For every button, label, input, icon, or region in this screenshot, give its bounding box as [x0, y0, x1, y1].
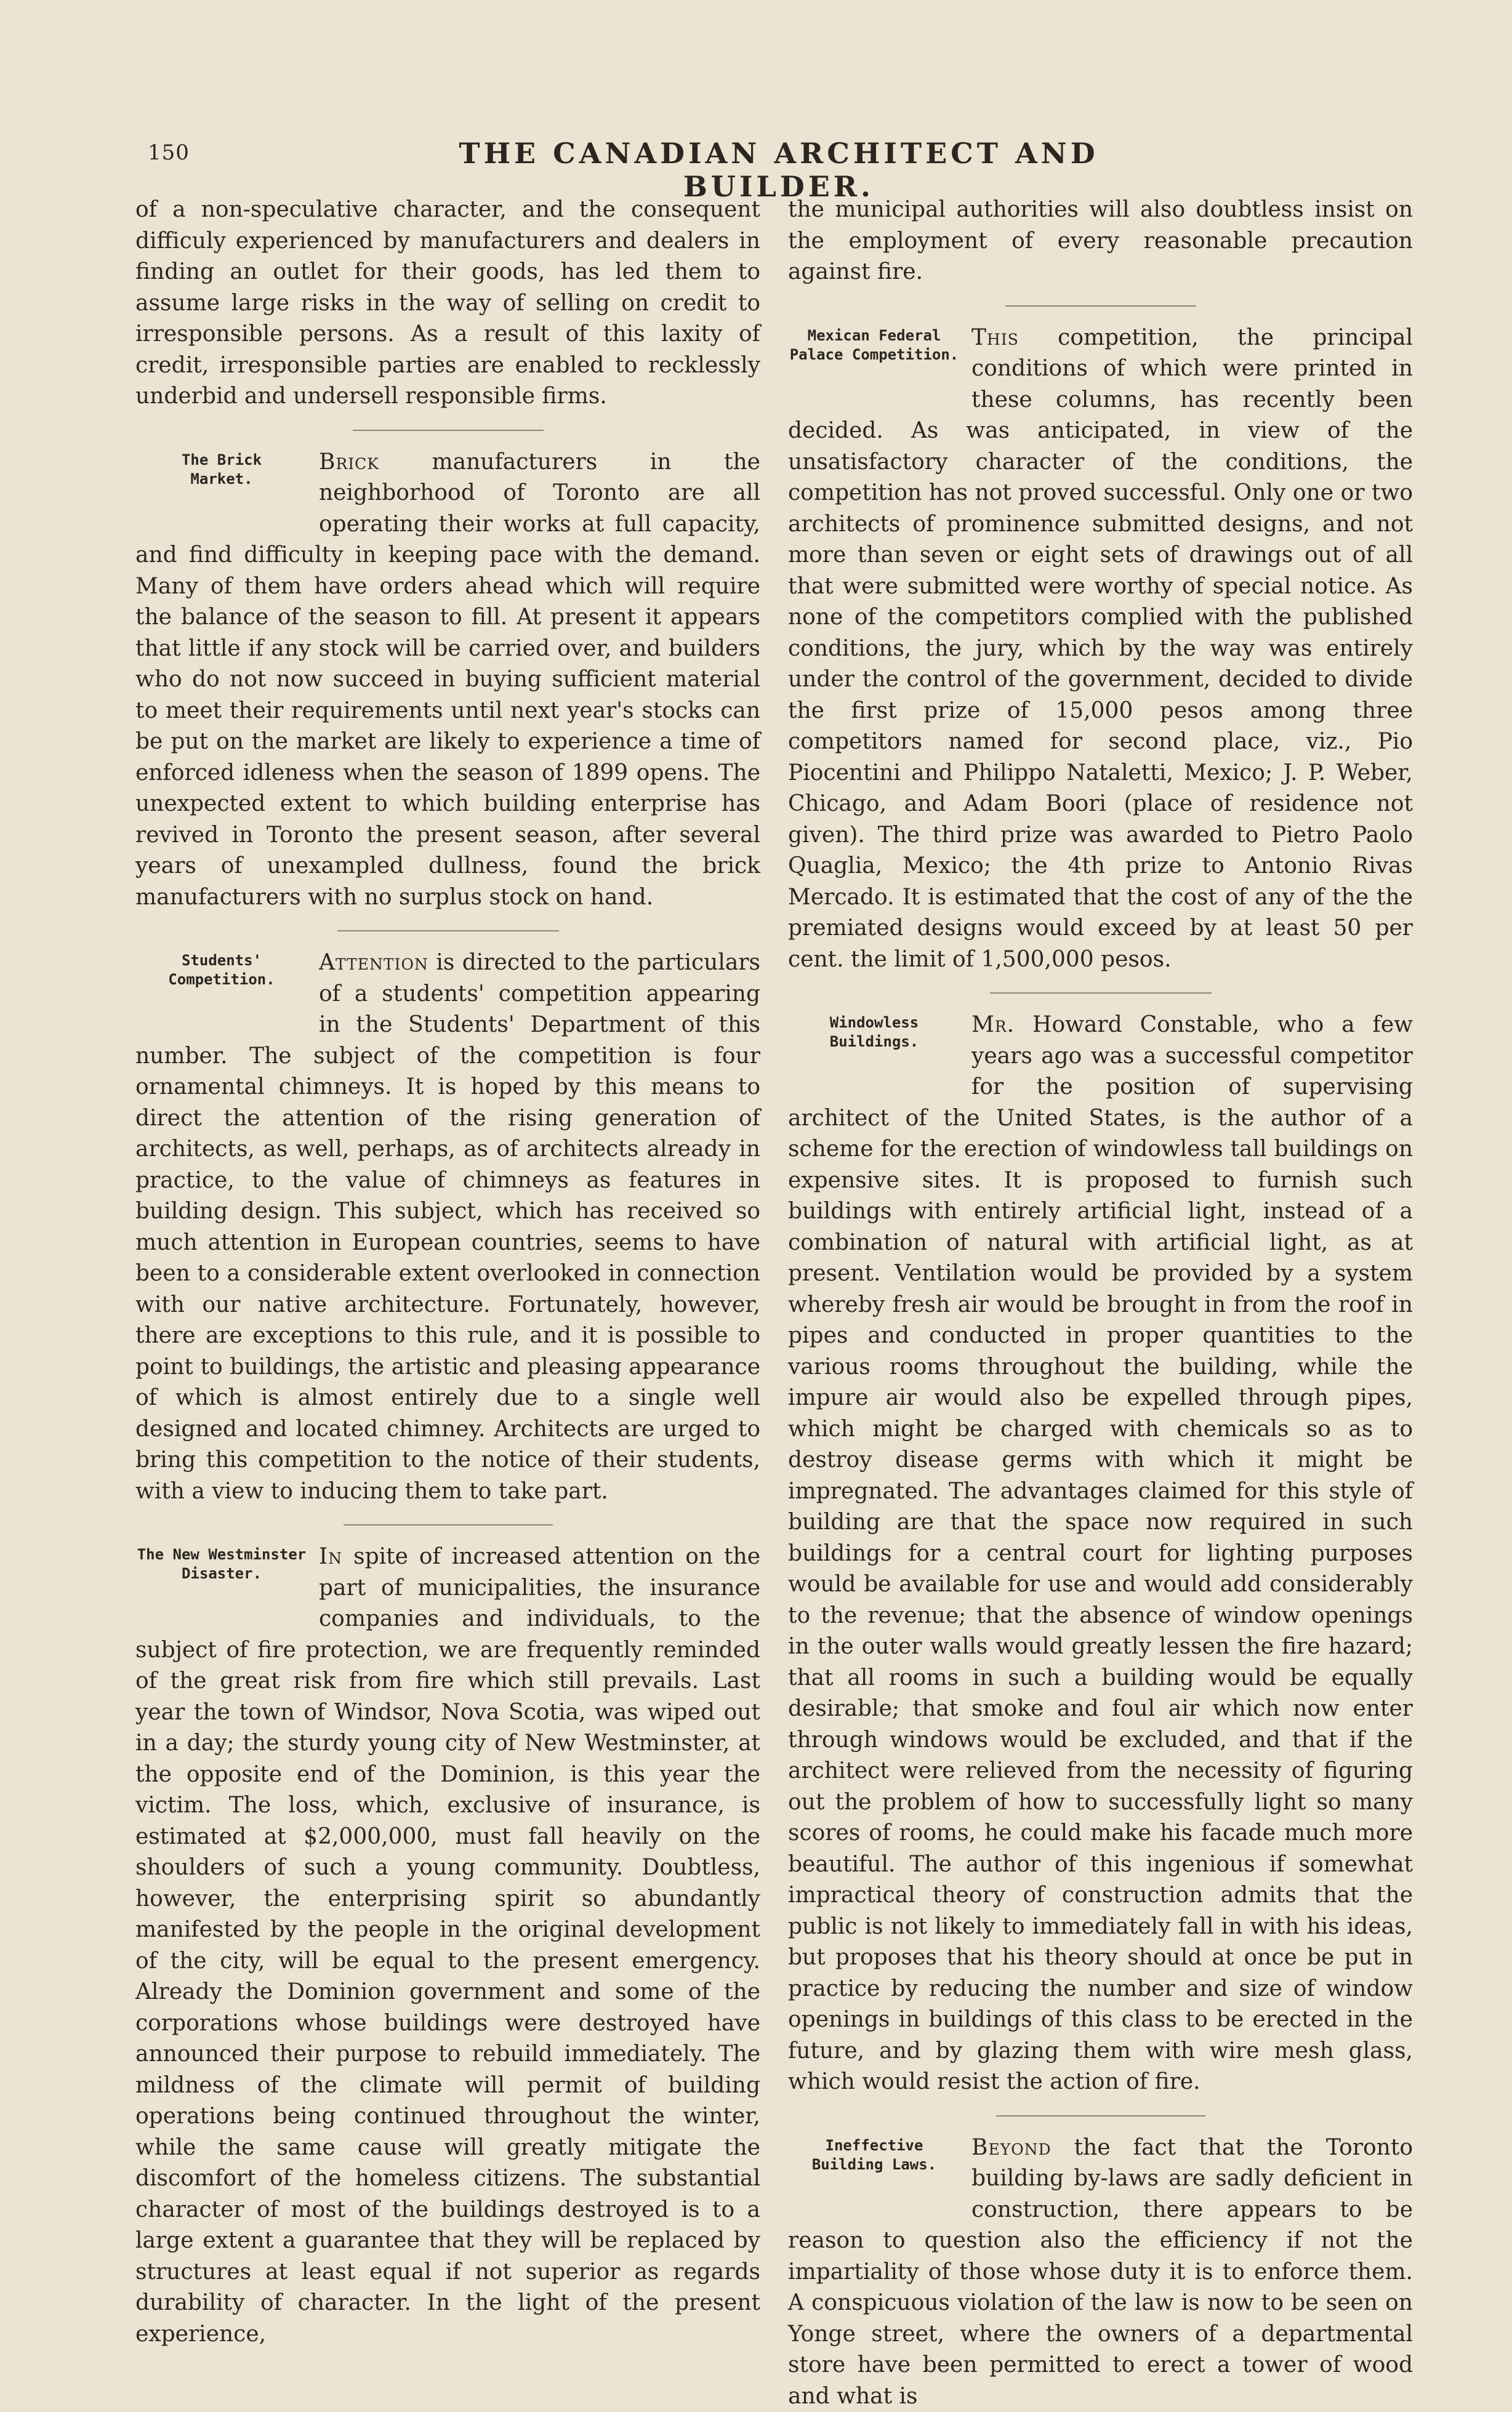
sidenote-line: Students' [135, 951, 308, 970]
article-students-competition [135, 947, 760, 1507]
sidenote-heading [135, 1545, 308, 1619]
sidenote-line: Windowless [788, 1013, 960, 1032]
sidenote-line: Buildings. [788, 1032, 960, 1051]
article-body [135, 947, 760, 1507]
sidenote-line: The Brick [135, 451, 308, 470]
sidenote-line: Building Laws. [788, 2155, 960, 2174]
article-text: is directed to the particulars of a students' competition appearing in the Students' Department of this number. The subject of the competition is four ornamental chimneys. It is hoped by this means to direct the attention of the rising generation of architects, as well, perhaps, as of architects already in practice, to the value of chimneys as features in building design. This subject, which has received so much attention in European countries, seems to have been to a considerable extent overlooked in connection with our native architecture. Fortunately, however, there are exceptions to this rule, and it is possible to point to buildings, the artistic and pleasing appearance of which is almost entirely due to a single well designed and located chimney. Architects are urged to bring this competition to the notice of their students, with a view to inducing them to take part. [135, 950, 760, 1504]
section-divider [1005, 305, 1196, 307]
sidenote-line: Palace Competition. [788, 345, 960, 364]
section-divider [990, 992, 1212, 994]
lead-word: This [971, 325, 1019, 350]
sidenote-line: Ineffective [788, 2136, 960, 2155]
sidenote-line: Market. [135, 470, 308, 489]
lead-word: Beyond [971, 2135, 1052, 2160]
sidenote-heading [788, 1013, 960, 1087]
sidenote-heading [135, 451, 308, 525]
section-divider [353, 430, 544, 431]
section-divider [996, 2115, 1205, 2117]
section-divider [337, 930, 559, 931]
continued-paragraph: the municipal authorities will also doubtless insist on the employment of every reasonable precaution against fire. [788, 195, 1413, 288]
sidenote-line: Competition. [135, 970, 308, 989]
article-text: manufacturers in the neighborhood of Toronto are all operating their works at full capacity, and find difficulty in keeping pace with the demand. Many of them have orders ahead which will require the balance of the season to fill. At present it appears that little if any stock will be carried over, and builders who do not now succeed in buying sufficient material to meet their requirements until next year's stocks can be put on the market are likely to experience a time of enforced idleness when the season of 1899 opens. The unexpected extent to which building enterprise has revived in Toronto the present season, after several years of unexampled dullness, found the brick manufacturers with no surplus stock on hand. [135, 449, 760, 910]
sidenote-line: Mexican Federal [788, 326, 960, 345]
lead-word: Mr. [971, 1012, 1015, 1037]
article-text: Howard Constable, who a few years ago was a successful competitor for the position of supervising architect of the United States, is the author of a scheme for the erection of windowless tall buildings on expensive sites. It is proposed to furnish such buildings with entirely artificial light, instead of a combination of natural with artificial light, as at present. Ventilation would be provided by a system whereby fresh air would be brought in from the roof in pipes and conducted in proper quantities to the various rooms throughout the building, while the impure air would also be expelled through pipes, which might be charged with chemicals so as to destroy disease germs with which it might be impregnated. The advantages claimed for this style of building are that the space now required in such buildings for a central court for lighting purposes would be available for use and would add considerably to the revenue; that the absence of window openings in the outer walls would greatly lessen the fire hazard; that all rooms in such a building would be equally desirable; that smoke and foul air which now enter through windows would be excluded, and that if the architect were relieved from the necessity of figuring out the problem of how to successfully light so many scores of rooms, he could make his facade much more beautiful. The author of this ingenious if somewhat impractical theory of construction admits that the public is not likely to immediately fall in with his ideas, but proposes that his theory should at once be put in practice by reducing the number and size of window openings in buildings of this class to be erected in the future, and by glazing them with wire mesh glass, which would resist the action of fire. [788, 1012, 1413, 2094]
article-body [788, 323, 1413, 976]
article-brick-market [135, 447, 760, 914]
sidenote-heading [788, 2136, 960, 2210]
page-number: 150 [148, 140, 190, 165]
running-title: THE CANADIAN ARCHITECT AND BUILDER. [394, 137, 1164, 203]
article-text: the fact that the Toronto building by-laws are sadly deficient in construction, there appears to be reason to question also the efficiency if not the impartiality of those whose duty it is to enforce them. A conspicuous violation of the law is now to be seen on Yonge street, where the owners of a departmental store have been permitted to erect a tower of wood and what is [788, 2135, 1413, 2409]
sidenote-line: The New Westminster [135, 1545, 308, 1564]
article-text: competition, the principal conditions of which were printed in these columns, has recently been decided. As was anticipated, in view of the unsatisfactory character of the conditions, the competition has not proved successful. Only one or two architects of prominence submitted designs, and not more than seven or eight sets of drawings out of all that were submitted were worthy of special notice. As none of the competitors complied with the published conditions, the jury, which by the way was entirely under the control of the government, decided to divide the first prize of 15,000 pesos among three competitors named for second place, viz., Pio Piocentini and Philippo Nataletti, Mexico; J. P. Weber, Chicago, and Adam Boori (place of residence not given). The third prize was awarded to Pietro Paolo Quaglia, Mexico; the 4th prize to Antonio Rivas Mercado. It is estimated that the cost of any of the the premiated designs would exceed by at least 50 per cent. the limit of 1,500,000 pesos. [788, 325, 1413, 972]
article-mexican-palace-competition [788, 323, 1413, 976]
sidenote-heading [788, 326, 960, 400]
article-body [135, 1542, 760, 2350]
sidenote-heading [135, 951, 308, 1025]
article-ineffective-building-laws [788, 2133, 1413, 2412]
article-text: spite of increased attention on the part of municipalities, the insurance companies and individuals, to the subject of fire protection, we are frequently reminded of the great risk from fire which still prevails. Last year the town of Windsor, Nova Scotia, was wiped out in a day; the sturdy young city of New Westminster, at the opposite end of the Dominion, is this year the victim. The loss, which, exclusive of insurance, is estimated at $2,000,000, must fall heavily on the shoulders of such a young community. Doubtless, however, the enterprising spirit so abundantly manifested by the people in the original development of the city, will be equal to the present emergency. Already the Dominion government and some of the corporations whose buildings were destroyed have announced their purpose to rebuild immediately. The mildness of the climate will permit of building operations being continued throughout the winter, while the same cause will greatly mitigate the discomfort of the homeless citizens. The substantial character of most of the buildings destroyed is to a large extent a guarantee that they will be replaced by structures at least equal if not superior as regards durability of character. In the light of the present experience, [135, 1544, 760, 2347]
continued-paragraph: of a non-speculative character, and the consequent difficuly experienced by manufacturers and dealers in finding an outlet for their goods, has led them to assume large risks in the way of selling on credit to irresponsible persons. As a result of this laxity of credit, irresponsible parties are enabled to recklessly underbid and undersell responsible firms. [135, 195, 760, 412]
section-divider [344, 1524, 553, 1526]
lead-word: Brick [319, 449, 379, 475]
right-column [788, 195, 1413, 2412]
article-windowless-buildings [788, 1010, 1413, 2098]
left-column [135, 195, 760, 2350]
article-new-westminster-disaster [135, 1542, 760, 2350]
article-body [788, 1010, 1413, 2098]
lead-word: Attention [319, 950, 428, 975]
sidenote-line: Disaster. [135, 1564, 308, 1583]
lead-word: In [319, 1544, 342, 1569]
